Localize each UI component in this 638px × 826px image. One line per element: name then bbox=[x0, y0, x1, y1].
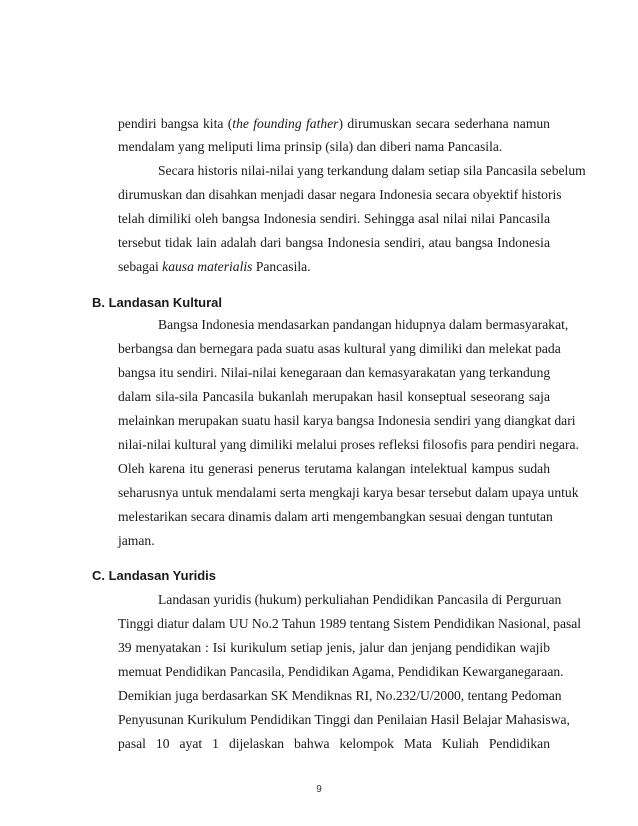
paragraph-line: pasal 10 ayat 1 dijelaskan bahwa kelompok Mata Kuliah Pendidikan bbox=[118, 736, 550, 751]
paragraph-line: Landasan yuridis (hukum) perkuliahan Pendidikan Pancasila di Perguruan bbox=[158, 592, 562, 607]
paragraph-line: melestarikan secara dinamis dalam arti mengembangkan sesuai dengan tuntutan bbox=[118, 509, 553, 524]
paragraph-line: nilai-nilai kultural yang dimiliki melalui proses refleksi filosofis para pendiri negara. bbox=[118, 437, 579, 452]
paragraph-line: Oleh karena itu generasi penerus terutama kalangan intelektual kampus sudah bbox=[118, 461, 550, 476]
paragraph-line: 39 menyatakan : Isi kurikulum setiap jenis, jalur dan jenjang pendidikan wajib bbox=[118, 640, 550, 655]
paragraph-line: Tinggi diatur dalam UU No.2 Tahun 1989 tentang Sistem Pendidikan Nasional, pasal bbox=[118, 616, 582, 631]
italic-term: kausa materialis bbox=[162, 259, 253, 274]
paragraph-line: bangsa itu sendiri. Nilai-nilai kenegaraan dan kemasyarakatan yang terkandung bbox=[118, 365, 551, 380]
paragraph-line: Demikian juga berdasarkan SK Mendiknas RI, No.232/U/2000, tentang Pedoman bbox=[118, 688, 562, 703]
paragraph-line: dirumuskan dan disahkan menjadi dasar negara Indonesia secara obyektif historis bbox=[118, 187, 562, 202]
page-number: 9 bbox=[316, 784, 322, 795]
section-heading: B. Landasan Kultural bbox=[92, 295, 223, 310]
paragraph-line: sebagai kausa materialis Pancasila. bbox=[118, 259, 311, 274]
paragraph-line: mendalam yang meliputi lima prinsip (sila) dan diberi nama Pancasila. bbox=[118, 139, 503, 154]
paragraph-line: tersebut tidak lain adalah dari bangsa Indonesia sendiri, atau bangsa Indonesia bbox=[118, 235, 550, 250]
paragraph-line: berbangsa dan bernegara pada suatu asas kultural yang dimiliki dan melekat pada bbox=[118, 341, 561, 356]
paragraph-line: Bangsa Indonesia mendasarkan pandangan hidupnya dalam bermasyarakat, bbox=[158, 317, 569, 332]
paragraph-line: Secara historis nilai-nilai yang terkandung dalam setiap sila Pancasila sebelum bbox=[158, 163, 586, 178]
paragraph-line: seharusnya untuk mendalami serta mengkaji karya besar tersebut dalam upaya untuk bbox=[118, 485, 579, 500]
paragraph-line: pendiri bangsa kita (the founding father) dirumuskan secara sederhana namun bbox=[118, 116, 550, 131]
paragraph-line: melainkan merupakan suatu hasil karya bangsa Indonesia sendiri yang diangkat dari bbox=[118, 413, 576, 428]
italic-term: the founding father bbox=[232, 116, 339, 131]
paragraph-line: jaman. bbox=[118, 533, 155, 548]
paragraph-line: memuat Pendidikan Pancasila, Pendidikan Agama, Pendidikan Kewarganegaraan. bbox=[118, 664, 564, 679]
section-heading: C. Landasan Yuridis bbox=[92, 568, 217, 583]
paragraph-line: Penyusunan Kurikulum Pendidikan Tinggi dan Penilaian Hasil Belajar Mahasiswa, bbox=[118, 712, 570, 727]
paragraph-line: dalam sila-sila Pancasila bukanlah merupakan hasil konseptual seseorang saja bbox=[118, 389, 550, 404]
paragraph-line: telah dimiliki oleh bangsa Indonesia sendiri. Sehingga asal nilai nilai Pancasila bbox=[118, 211, 550, 226]
